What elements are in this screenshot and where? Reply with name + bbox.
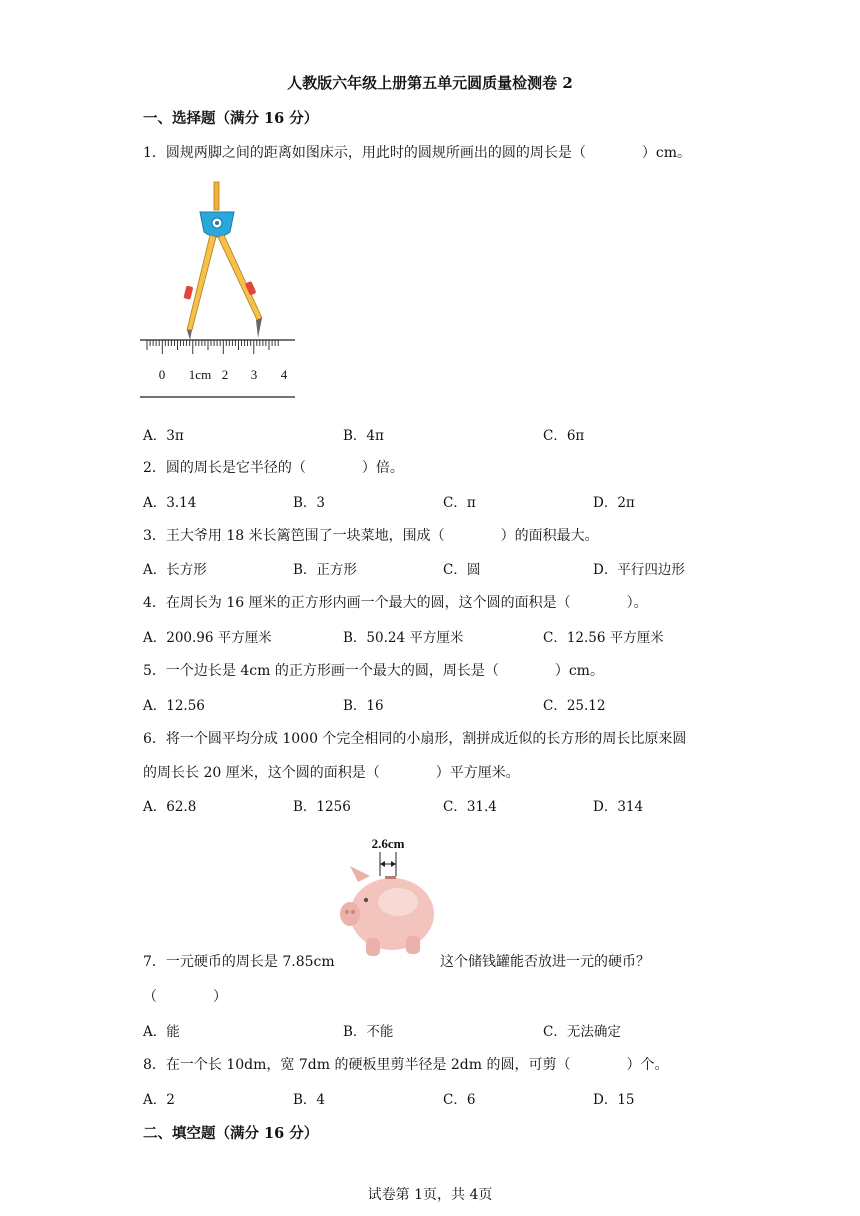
question-7-cont: 这个储钱罐能否放进一元的硬币？	[440, 954, 650, 970]
q5-option-a[interactable]: A．12.56	[143, 698, 205, 714]
piggy-bank-figure	[336, 830, 440, 966]
q8-option-b[interactable]: B．4	[293, 1092, 326, 1108]
ruler-label: 0	[158, 367, 166, 382]
q8-option-c[interactable]: C．6	[443, 1092, 476, 1108]
q1-option-b[interactable]: B．4π	[343, 428, 384, 444]
section-heading-fill: 二、填空题（满分 16 分）	[143, 1125, 319, 1142]
question-1: 1．圆规两脚之间的距离如图床示，用此时的圆规所画出的圆的周长是（ ）cm。	[143, 145, 692, 161]
q4-option-c[interactable]: C．12.56 平方厘米	[543, 630, 664, 646]
question-7: 7．一元硬币的周长是 7.85cm	[143, 954, 335, 970]
q2-option-d[interactable]: D．2π	[593, 495, 635, 511]
piggy-bank-icon	[340, 866, 434, 956]
q2-option-b[interactable]: B．3	[293, 495, 326, 511]
ruler-label: 3	[250, 367, 258, 382]
q3-option-d[interactable]: D．平行四边形	[593, 562, 685, 578]
q3-option-c[interactable]: C．圆	[443, 562, 481, 578]
page-title: 人教版六年级上册第五单元圆质量检测卷 2	[287, 74, 573, 92]
slot-width-label: 2.6cm	[371, 836, 405, 851]
section-heading-choice: 一、选择题（满分 16 分）	[143, 110, 319, 127]
question-8: 8．在一个长 10dm，宽 7dm 的硬板里剪半径是 2dm 的圆，可剪（ ）个。	[143, 1057, 669, 1073]
q6-option-d[interactable]: D．314	[593, 799, 644, 815]
question-5: 5．一个边长是 4cm 的正方形画一个最大的圆，周长是（ ）cm。	[143, 663, 604, 679]
answer-blank[interactable]: （ ）	[143, 989, 227, 1005]
ruler-label: 1cm	[188, 367, 212, 382]
q7-option-b[interactable]: B．不能	[343, 1024, 394, 1040]
ruler-label: 2	[221, 367, 229, 382]
q8-option-a[interactable]: A．2	[143, 1092, 175, 1108]
q8-option-d[interactable]: D．15	[593, 1092, 635, 1108]
q4-option-b[interactable]: B．50.24 平方厘米	[343, 630, 464, 646]
question-2: 2．圆的周长是它半径的（ ）倍。	[143, 460, 404, 476]
q5-option-b[interactable]: B．16	[343, 698, 384, 714]
q7-option-c[interactable]: C．无法确定	[543, 1024, 621, 1040]
question-4: 4．在周长为 16 厘米的正方形内画一个最大的圆，这个圆的面积是（ ）。	[143, 595, 648, 611]
q2-option-c[interactable]: C．π	[443, 495, 476, 511]
q1-option-c[interactable]: C．6π	[543, 428, 585, 444]
compass-ruler-figure	[140, 180, 300, 402]
q6-option-c[interactable]: C．31.4	[443, 799, 497, 815]
q4-option-a[interactable]: A．200.96 平方厘米	[143, 630, 272, 646]
page-footer: 试卷第 1页，共 4页	[367, 1187, 493, 1203]
question-6-line1: 6．将一个圆平均分成 1000 个完全相同的小扇形，割拼成近似的长方形的周长比原来圆	[143, 731, 687, 747]
question-3: 3．王大爷用 18 米长篱笆围了一块菜地，围成（ ）的面积最大。	[143, 528, 599, 544]
question-6-line2: 的周长长 20 厘米，这个圆的面积是（ ）平方厘米。	[143, 765, 520, 781]
q3-option-a[interactable]: A．长方形	[143, 562, 207, 578]
q3-option-b[interactable]: B．正方形	[293, 562, 357, 578]
q5-option-c[interactable]: C．25.12	[543, 698, 606, 714]
q6-option-b[interactable]: B．1256	[293, 799, 351, 815]
ruler-label: 4	[280, 367, 288, 382]
q2-option-a[interactable]: A．3.14	[143, 495, 197, 511]
q7-option-a[interactable]: A．能	[143, 1024, 180, 1040]
q6-option-a[interactable]: A．62.8	[143, 799, 197, 815]
compass-icon	[183, 182, 262, 340]
q1-option-a[interactable]: A．3π	[143, 428, 184, 444]
